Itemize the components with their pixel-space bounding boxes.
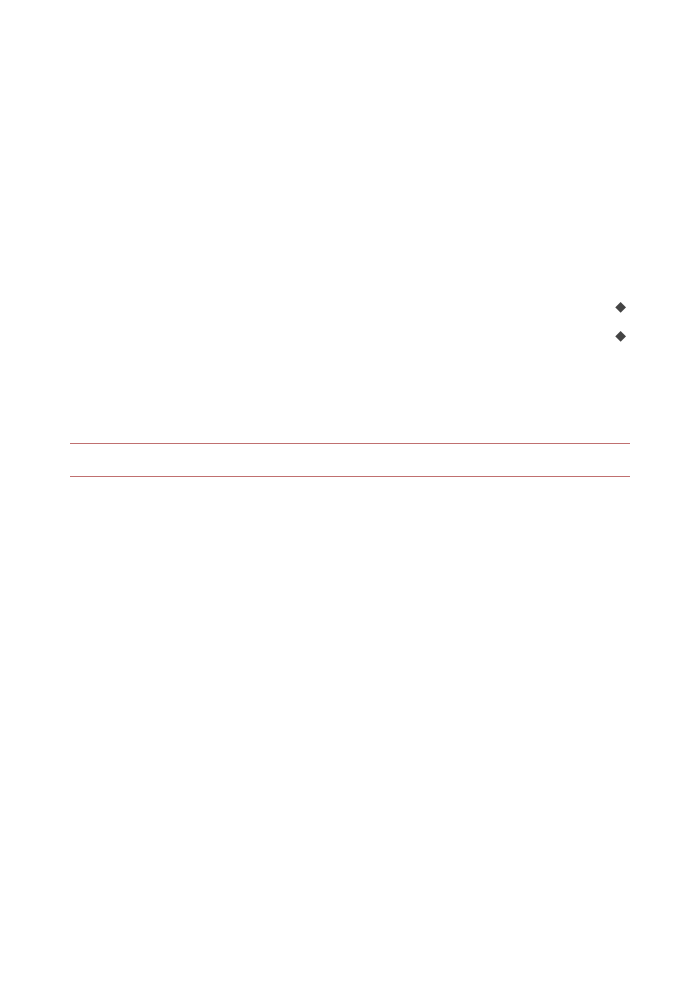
- info-date: [615, 297, 632, 315]
- header-category: [70, 444, 257, 477]
- diamond-bullet-icon: ◆: [615, 299, 626, 315]
- header-content: [257, 444, 444, 477]
- info-place: [615, 326, 632, 344]
- top-triangle-pattern: [0, 0, 700, 230]
- bottom-triangle-pattern: [0, 900, 700, 991]
- header-time: [443, 444, 630, 477]
- schedule-table: [70, 443, 630, 477]
- table-header-row: [70, 444, 630, 477]
- diamond-bullet-icon: ◆: [615, 328, 626, 344]
